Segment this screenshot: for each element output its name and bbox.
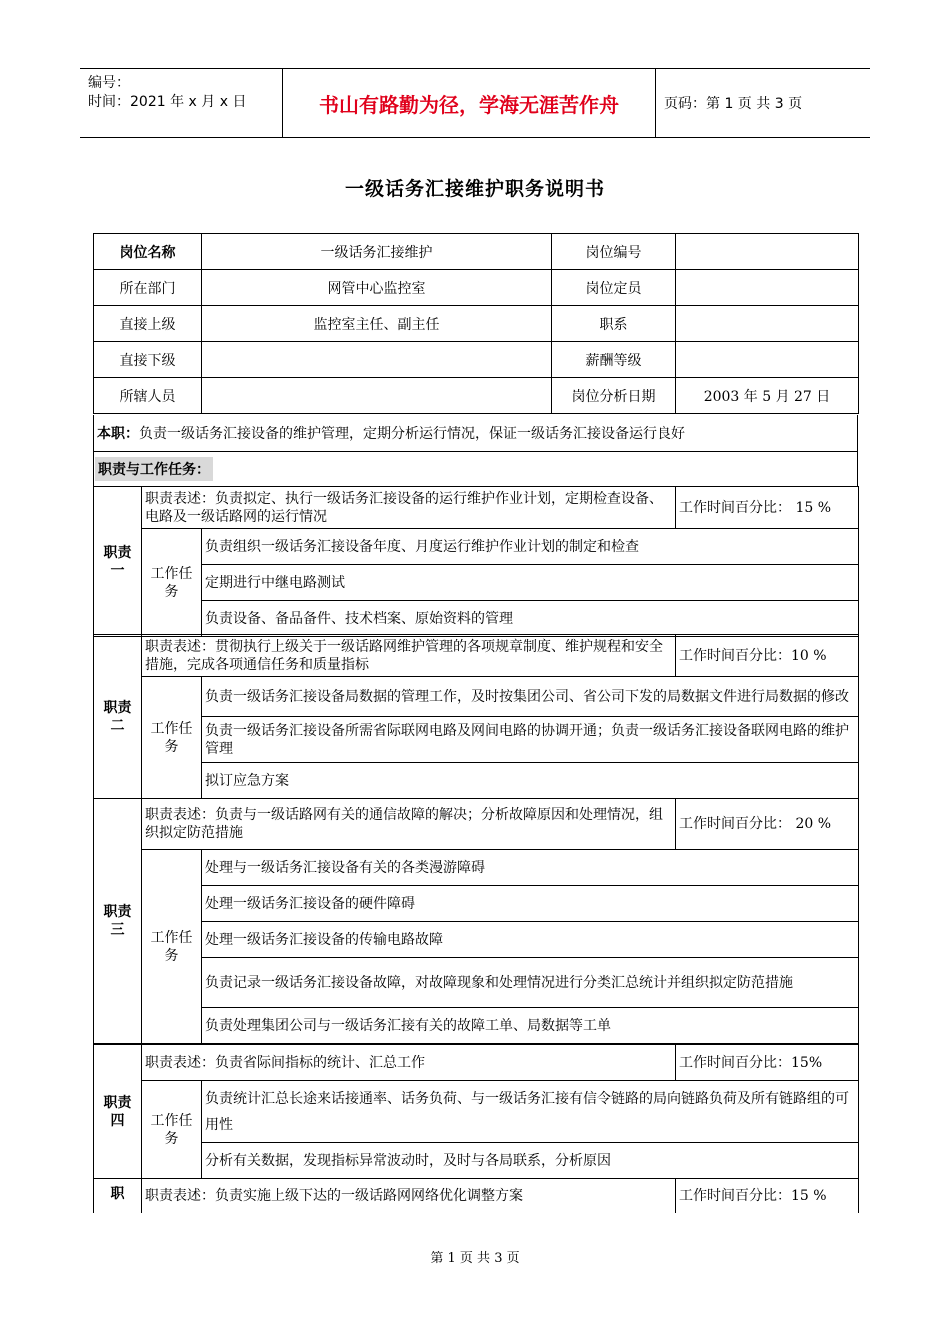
duty-description: 职责表述：负责与一级话路网有关的通信故障的解决；分析故障原因和处理情况，组织拟定防范措施: [142, 799, 676, 850]
info-field-label: 所辖人员: [94, 378, 202, 414]
info-field-label: 直接上级: [94, 306, 202, 342]
duties-section-header: [93, 452, 858, 486]
duty-block-3: [93, 798, 858, 1044]
header-meta: [80, 69, 282, 137]
info-field-label: 所在部门: [94, 270, 202, 306]
main-duty-row: [93, 415, 858, 452]
main-duty-text: 负责一级话务汇接设备的维护管理，定期分析运行情况，保证一级话务汇接设备运行良好: [139, 426, 685, 442]
info-field-label: 薪酬等级: [552, 342, 676, 378]
main-duty-label: 本职：: [97, 426, 139, 442]
duty-block-2: [93, 634, 858, 799]
document-title: 一级话务汇接维护职务说明书: [344, 178, 605, 200]
position-info-table: [93, 233, 859, 414]
duty-description: 职责表述：负责省际间指标的统计、汇总工作: [142, 1045, 676, 1081]
task-item: 负责设备、备品备件、技术档案、原始资料的管理: [202, 601, 859, 637]
task-item: 处理与一级话务汇接设备有关的各类漫游障碍: [202, 850, 859, 886]
duty-label: 职责一: [94, 487, 142, 637]
page-header: [80, 68, 870, 138]
info-field-label: 直接下级: [94, 342, 202, 378]
task-item: 负责一级话务汇接设备所需省际联网电路及网间电路的协调开通；负责一级话务汇接设备联网电路的维护管理: [202, 717, 859, 763]
task-item: 拟订应急方案: [202, 763, 859, 799]
duty-time-percent: 工作时间百分比：10 %: [676, 635, 859, 677]
page-footer: 第 1 页 共 3 页: [430, 1251, 520, 1266]
task-label: 工作任务: [142, 529, 202, 637]
duty-label: 职责三: [94, 799, 142, 1044]
info-field-label: 岗位编号: [552, 234, 676, 270]
task-label: 工作任务: [142, 1081, 202, 1179]
info-field-label: 职系: [552, 306, 676, 342]
header-page-label: 页码：第 1 页 共 3 页: [664, 96, 803, 112]
info-field-label: 岗位定员: [552, 270, 676, 306]
task-item: 负责一级话务汇接设备局数据的管理工作，及时按集团公司、省公司下发的局数据文件进行局数据的修改: [202, 677, 859, 717]
duty-label: 职责二: [94, 635, 142, 799]
duty-time-percent: 工作时间百分比： 15 %: [676, 487, 859, 529]
task-label: 工作任务: [142, 850, 202, 1044]
info-field-value: [676, 234, 859, 270]
info-row: [94, 378, 859, 414]
code-label: 编号：: [88, 75, 130, 91]
task-item: 处理一级话务汇接设备的传输电路故障: [202, 922, 859, 958]
task-item: 负责统计汇总长途来话接通率、话务负荷、与一级话务汇接有信令链路的局向链路负荷及所有链路组的可用性: [202, 1081, 859, 1143]
info-field-value: 2003 年 5 月 27 日: [676, 378, 859, 414]
duty-time-percent: 工作时间百分比： 20 %: [676, 799, 859, 850]
task-item: 负责组织一级话务汇接设备年度、月度运行维护作业计划的制定和检查: [202, 529, 859, 565]
task-item: 分析有关数据，发现指标异常波动时，及时与各局联系，分析原因: [202, 1143, 859, 1179]
info-row: [94, 270, 859, 306]
task-item: 处理一级话务汇接设备的硬件障碍: [202, 886, 859, 922]
duty-time-percent: 工作时间百分比：15 %: [676, 1179, 859, 1213]
info-field-label: 岗位名称: [94, 234, 202, 270]
info-field-value: [676, 306, 859, 342]
duty-time-percent: 工作时间百分比：15%: [676, 1045, 859, 1081]
info-field-value: 网管中心监控室: [202, 270, 552, 306]
duty-description: 职责表述：贯彻执行上级关于一级话路网维护管理的各项规章制度、维护规程和安全措施，完成各项通信任务和质量指标: [142, 635, 676, 677]
duty-block-5: [93, 1178, 858, 1213]
info-field-value: [676, 270, 859, 306]
duty-label: 职: [94, 1179, 142, 1213]
info-row: [94, 234, 859, 270]
info-row: [94, 306, 859, 342]
duties-section-title: 职责与工作任务：: [95, 457, 213, 481]
info-row: [94, 342, 859, 378]
task-item: 负责处理集团公司与一级话务汇接有关的故障工单、局数据等工单: [202, 1008, 859, 1044]
duty-block-4: [93, 1044, 858, 1179]
task-item: 负责记录一级话务汇接设备故障，对故障现象和处理情况进行分类汇总统计并组织拟定防范措施: [202, 958, 859, 1008]
info-field-label: 岗位分析日期: [552, 378, 676, 414]
info-field-value: [202, 378, 552, 414]
date-label: 时间：2021 年 x 月 x 日: [88, 94, 247, 110]
info-field-value: 一级话务汇接维护: [202, 234, 552, 270]
info-field-value: [676, 342, 859, 378]
task-item: 定期进行中继电路测试: [202, 565, 859, 601]
header-motto: 书山有路勤为径，学海无涯苦作舟: [282, 69, 656, 137]
duty-description: 职责表述：负责实施上级下达的一级话路网网络优化调整方案: [142, 1179, 676, 1213]
info-field-value: 监控室主任、副主任: [202, 306, 552, 342]
duty-label: 职责四: [94, 1045, 142, 1179]
duty-block-1: [93, 486, 858, 637]
info-field-value: [202, 342, 552, 378]
task-label: 工作任务: [142, 677, 202, 799]
duty-description: 职责表述：负责拟定、执行一级话务汇接设备的运行维护作业计划，定期检查设备、电路及一级话路网的运行情况: [142, 487, 676, 529]
